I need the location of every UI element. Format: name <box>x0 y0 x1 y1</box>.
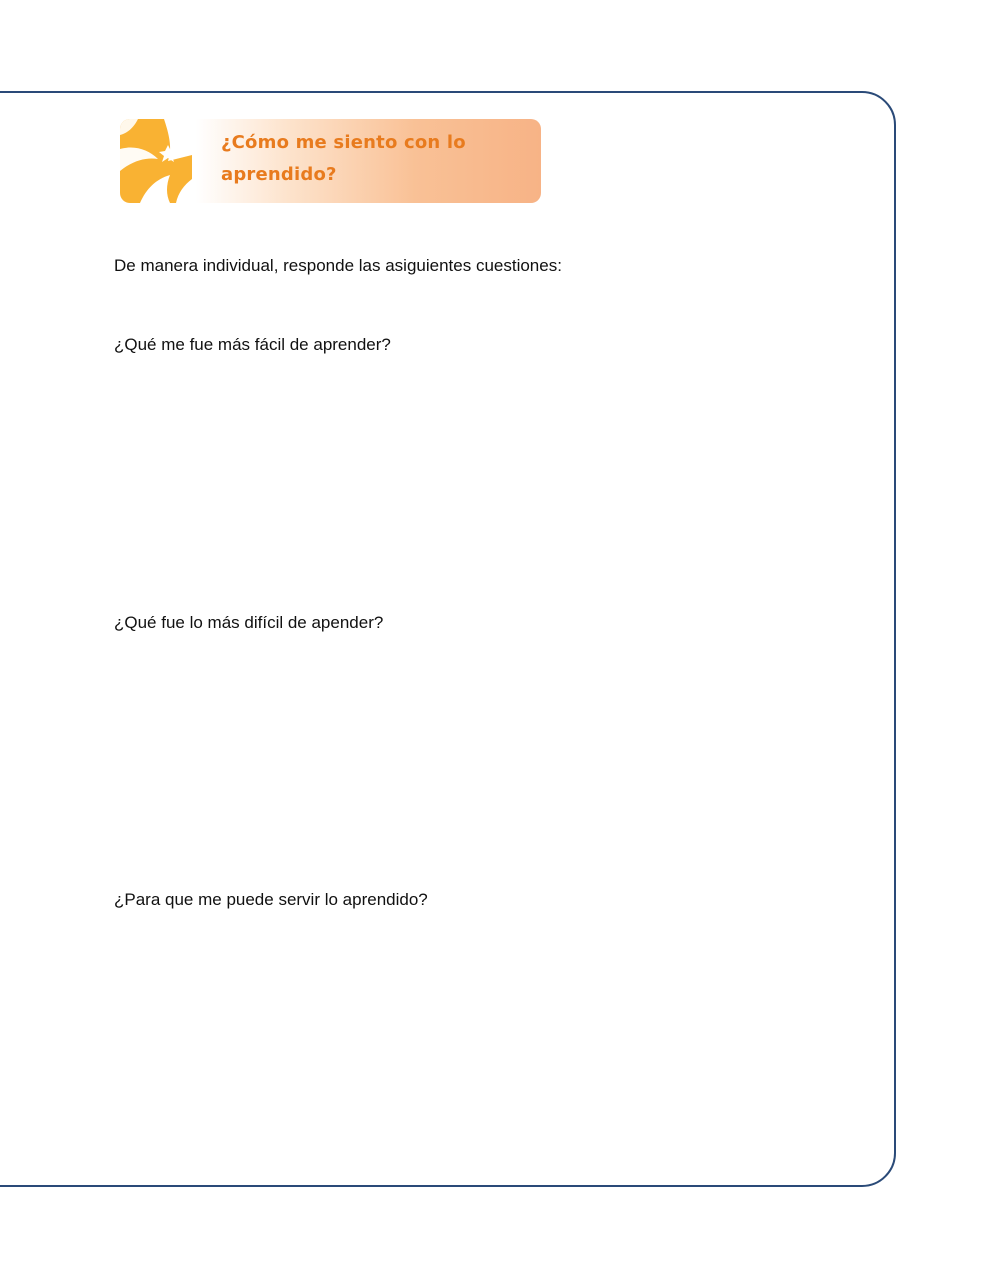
question-hardest: ¿Qué fue lo más difícil de apender? <box>114 613 384 632</box>
sun-star-logo-icon <box>120 119 192 203</box>
instructions-text: De manera individual, responde las asiguientes cuestiones: <box>114 256 562 275</box>
section-header-banner <box>120 119 541 203</box>
question-usefulness: ¿Para que me puede servir lo aprendido? <box>114 890 428 909</box>
section-title: ¿Cómo me siento con lo aprendido? <box>221 132 466 185</box>
question-easiest: ¿Qué me fue más fácil de aprender? <box>114 335 391 354</box>
